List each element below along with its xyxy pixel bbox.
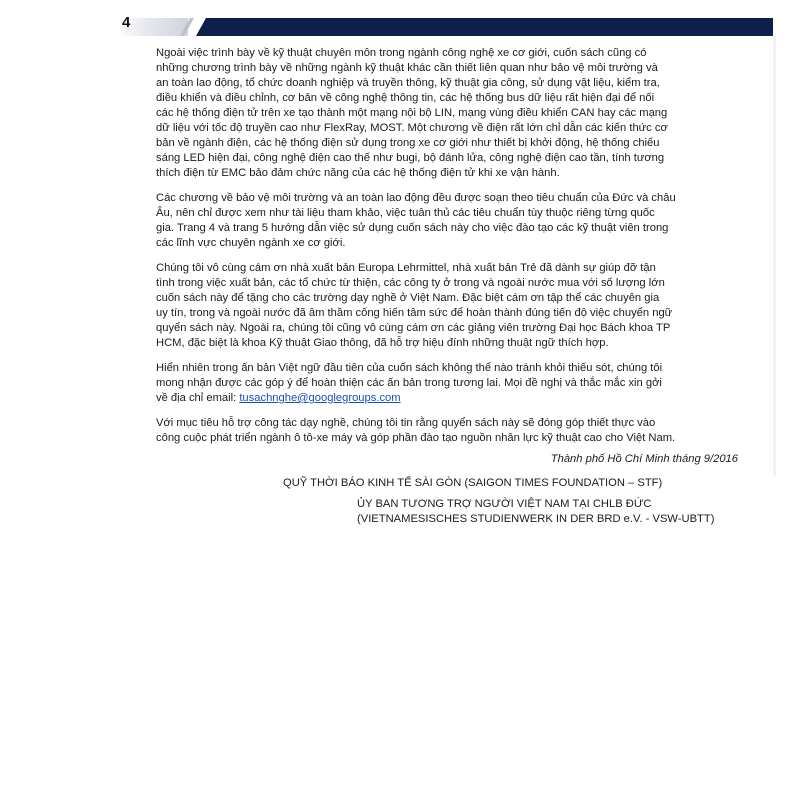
signature-org-vsw <box>357 497 714 527</box>
paragraph-3: Chúng tôi vô cùng cám ơn nhà xuất bản Europa Lehrmittel, nhà xuất bản Trẻ đã dành sự giúp đỡ tận tình trong việc xuất bản, các tổ chức từ thiện, các công ty ở trong và ngoài nước mua với số lượng lớn cuốn sách này để tặng cho các trường dạy nghề ở Việt Nam. Đặc biệt cám ơn tập thể các chuyên gia uy tín, trong và ngoài nước đã âm thầm cống hiến tâm sức để hoàn thành đúng tiến độ việc chuyển ngữ quyển sách này. Ngoài ra, chúng tôi cũng vô cùng cám ơn các giảng viên trường Đại học Bách khoa TP HCM, đặc biệt là khoa Kỹ thuật Giao thông, đã hỗ trợ hiệu đính những thuật ngữ thích hợp. <box>156 262 673 349</box>
header-bar-dark-segment <box>196 18 773 36</box>
paragraph-4: Hiển nhiên trong ấn bản Việt ngữ đầu tiên của cuốn sách không thể nào tránh khỏi thiếu sót, chúng tôi mong nhận được các góp ý để hoàn thiện các ấn bản trong tương lai. Mọi đề nghị và thắc mắc xin gởi về địa chỉ email: tusachnghe@googlegroups.com <box>156 362 663 404</box>
date-line: Thành phố Hồ Chí Minh tháng 9/2016 <box>550 453 738 465</box>
page-edge-shadow <box>773 36 776 476</box>
signature-org-vsw-line1: ỦY BAN TƯƠNG TRỢ NGƯỜI VIỆT NAM TẠI CHLB ĐỨC <box>357 498 652 510</box>
paragraph-1: Ngoài việc trình bày về kỹ thuật chuyên môn trong ngành công nghệ xe cơ giới, cuốn sách cũng có những chương trình bày về những ngành kỹ thuật khác cần thiết liên quan như bảo vệ môi trường và an toàn lao động, tổ chức doanh nghiệp và truyền thông, kỹ thuật gia công, sử dụng vật liệu, kiểm tra, điều khiển và điều chỉnh, cơ bản về công nghệ thông tin, các hệ thống bus dữ liệu rất hiện đại để nối các hệ thống điện tử trên xe tạo thành một mạng nội bộ LIN, mạng vùng điều khiển CAN hay các mạng dữ liệu với tốc độ truyền cao như FlexRay, MOST. Một chương về điện rất lớn chỉ dẫn các kiến thức cơ bản về ngành điện, các hệ thống điện sử dụng trong xe cơ giới như thiết bị khởi động, hệ thống chiếu sáng LED hiện đại, công nghệ điện cao thế như bugi, bộ đánh lửa, công nghệ điện cao tần, tính tương thích điện từ EMC bảo đảm chức năng của các hệ thống điện tử khi xe vận hành. <box>156 47 668 179</box>
signature-org-vsw-line2: (VIETNAMESISCHES STUDIENWERK IN DER BRD e.V. - VSW-UBTT) <box>357 513 715 525</box>
page-number: 4 <box>122 14 131 31</box>
paragraph-5: Với mục tiêu hỗ trợ công tác dạy nghề, chúng tôi tin rằng quyển sách này sẽ đóng góp thiết thực vào công cuộc phát triển ngành ô tô-xe máy và góp phần đào tạo nguồn nhân lực kỹ thuật cao cho Việt Nam. <box>156 417 676 444</box>
signature-org-stf: QUỸ THỜI BÁO KINH TẾ SÀI GÒN (SAIGON TIMES FOUNDATION – STF) <box>283 477 663 489</box>
paragraph-2: Các chương về bảo vệ môi trường và an toàn lao động đều được soạn theo tiêu chuẩn của Đức và châu Âu, nên chỉ được xem như tài liệu tham khảo, việc tuân thủ các tiêu chuẩn tùy thuộc riêng từng quốc gia. Trang 4 và trang 5 hướng dẫn việc sử dụng cuốn sách này cho việc đào tạo các kỹ thuật viên trong các lĩnh vực chuyên ngành xe cơ giới. <box>156 192 676 249</box>
body-text <box>156 46 738 456</box>
header-bar <box>118 18 773 36</box>
email-link[interactable]: tusachnghe@googlegroups.com <box>239 392 401 404</box>
